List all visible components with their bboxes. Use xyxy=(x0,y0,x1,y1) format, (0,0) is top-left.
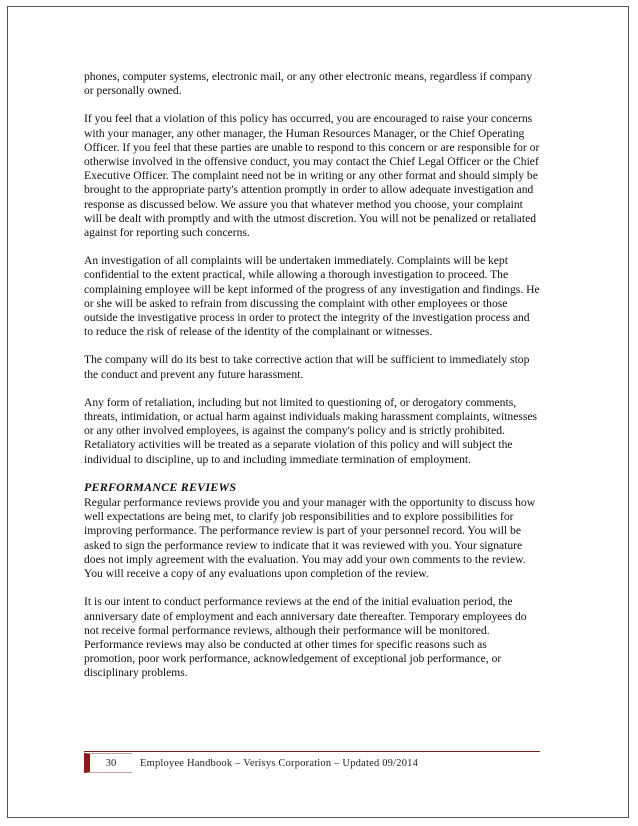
paragraph-review-schedule: It is our intent to conduct performance reviews at the end of the initial evaluation period, the anniversary date of employment and each anniversary date thereafter. Temporary employees do not receive formal performance reviews, although their performance will be monitored. Performance reviews may also be conducted at other times for specific reasons such as promotion, poor work performance, acknowledgement of exceptional job performance, or disciplinary problems. xyxy=(84,595,527,680)
paragraph-reporting-violation: If you feel that a violation of this policy has occurred, you are encouraged to raise your concerns with your manager, any other manager, the Human Resources Manager, or the Chief Operating Officer. If you feel that these parties are unable to respond to this concern or are responsible for or otherwise involved in the offensive conduct, you may contact the Chief Legal Officer or the Chief Executive Officer. The complaint need not be in writing or any other format and should simply be brought to the appropriate party's attention promptly in order to allow adequate investigation and response as discussed below. We assure you that whatever method you choose, your complaint will be dealt with promptly and with the utmost discretion. You will not be penalized or retaliated against for reporting such concerns. xyxy=(84,112,540,240)
paragraph-electronic-means: phones, computer systems, electronic mail, or any other electronic means, regardless if company or personally owned. xyxy=(84,70,533,98)
page-number-box xyxy=(84,753,132,773)
paragraph-investigation: An investigation of all complaints will be undertaken immediately. Complaints will be kept confidential to the extent practical, while allowing a thorough investigation to proceed. The complaining employee will be kept informed of the progress of any investigation and findings. He or she will be asked to refrain from discussing the complaint with other employees or those outside the investigative process in order to protect the integrity of the investigation process and to reduce the risk of release of the identity of the complainant or witnesses. xyxy=(84,254,540,339)
footer-text: Employee Handbook – Verisys Corporation – Updated 09/2014 xyxy=(140,757,419,769)
page-footer xyxy=(84,753,418,773)
document-body xyxy=(84,70,540,695)
paragraph-corrective-action: The company will do its best to take corrective action that will be sufficient to immediately stop the conduct and prevent any future harassment. xyxy=(84,353,530,381)
footer-divider xyxy=(84,751,540,752)
section-heading-performance-reviews: PERFORMANCE REVIEWS xyxy=(84,479,237,494)
page-number: 30 xyxy=(105,757,117,769)
paragraph-performance-reviews: Regular performance reviews provide you and your manager with the opportunity to discuss how well expectations are being met, to clarify job responsibilities and to explore possibilities for improving performance. The performance review is part of your personnel record. You will be asked to sign the performance review to indicate that it was reviewed with you. Your signature does not imply agreement with the evaluation. You may add your own comments to the review. You will receive a copy of any evaluations upon completion of the review. xyxy=(84,496,536,581)
paragraph-retaliation: Any form of retaliation, including but not limited to questioning of, or derogatory comments, threats, intimidation, or actual harm against individuals making harassment complaints, witnesses or any other involved employees, is against the company's policy and is strictly prohibited. Retaliatory activities will be treated as a separate violation of this policy and will subject the individual to discipline, up to and including immediate termination of employment. xyxy=(84,395,538,466)
